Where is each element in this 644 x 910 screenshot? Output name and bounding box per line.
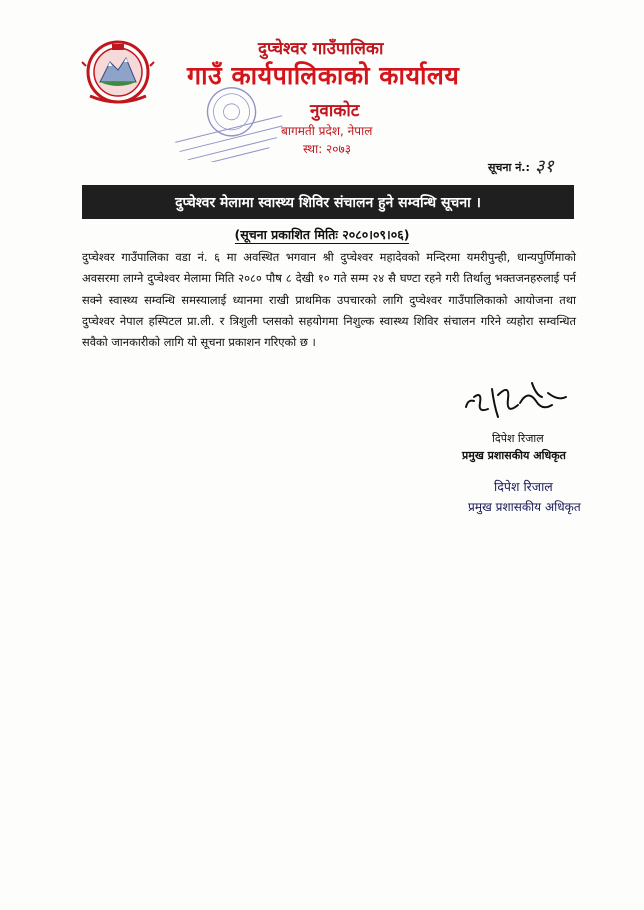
- notice-number-value: ३१: [535, 156, 554, 177]
- signatory-name: दिपेश रिजाल: [492, 432, 544, 445]
- district-name: नुवाकोट: [310, 101, 360, 121]
- established-year: स्था: २०७३: [303, 142, 352, 156]
- province-name: बागमती प्रदेश, नेपाल: [281, 124, 373, 138]
- office-round-stamp: [162, 82, 302, 162]
- signatory-title: प्रमुख प्रशासकीय अधिकृत: [462, 449, 566, 462]
- title-stamp: प्रमुख प्रशासकीय अधिकृत: [468, 500, 581, 514]
- office-name: गाउँ कार्यपालिकाको कार्यालय: [187, 61, 460, 90]
- notice-title: दुप्चेश्वर मेलामा स्वास्थ्य शिविर संचालन हुने सम्वन्धि सूचना ।: [175, 194, 481, 211]
- published-date-text: (सूचना प्रकाशित मितिः २०८०।०९।०६): [234, 227, 410, 242]
- notice-body: दुप्चेश्वर गाउँपालिका वडा नं. ६ मा अवस्थित भगवान श्री दुप्चेश्वर महादेवको मन्दिरमा यमरीपुन्ही, धान्यपुर्णिमाको अवसरमा लाग्ने दुप्चेश्वर मेलामा मिति २०८० पौष ८ देखी १० गते सम्म २४ सै घण्टा रहने गरी तिर्थालु भक्तजनहरुलाई पर्न सक्ने स्वास्थ्य सम्वन्धि समस्यालाई ध्यानमा राखी प्राथमिक उपचारको लागि दुप्चेश्वर गाउँपालिकाको आयोजना तथा दुप्चेश्वर नेपाल हस्पिटल प्रा.ली. र त्रिशुली प्लसको सहयोगमा निशुल्क स्वास्थ्य शिविर संचालन गरिने व्यहोरा सम्वन्धित सवैको जानकारीको लागि यो सूचना प्रकाशन गरिएको छ ।: [82, 250, 576, 350]
- handwritten-signature-icon: [462, 375, 572, 430]
- name-stamp: दिपेश रिजाल: [494, 479, 553, 494]
- published-date: [0, 226, 644, 243]
- notice-title-bar: [82, 185, 574, 219]
- notice-number-label: सूचना नं.:: [488, 161, 530, 174]
- nepal-government-emblem-icon: [78, 36, 158, 106]
- municipality-name: दुप्चेश्वर गाउँपालिका: [258, 39, 384, 59]
